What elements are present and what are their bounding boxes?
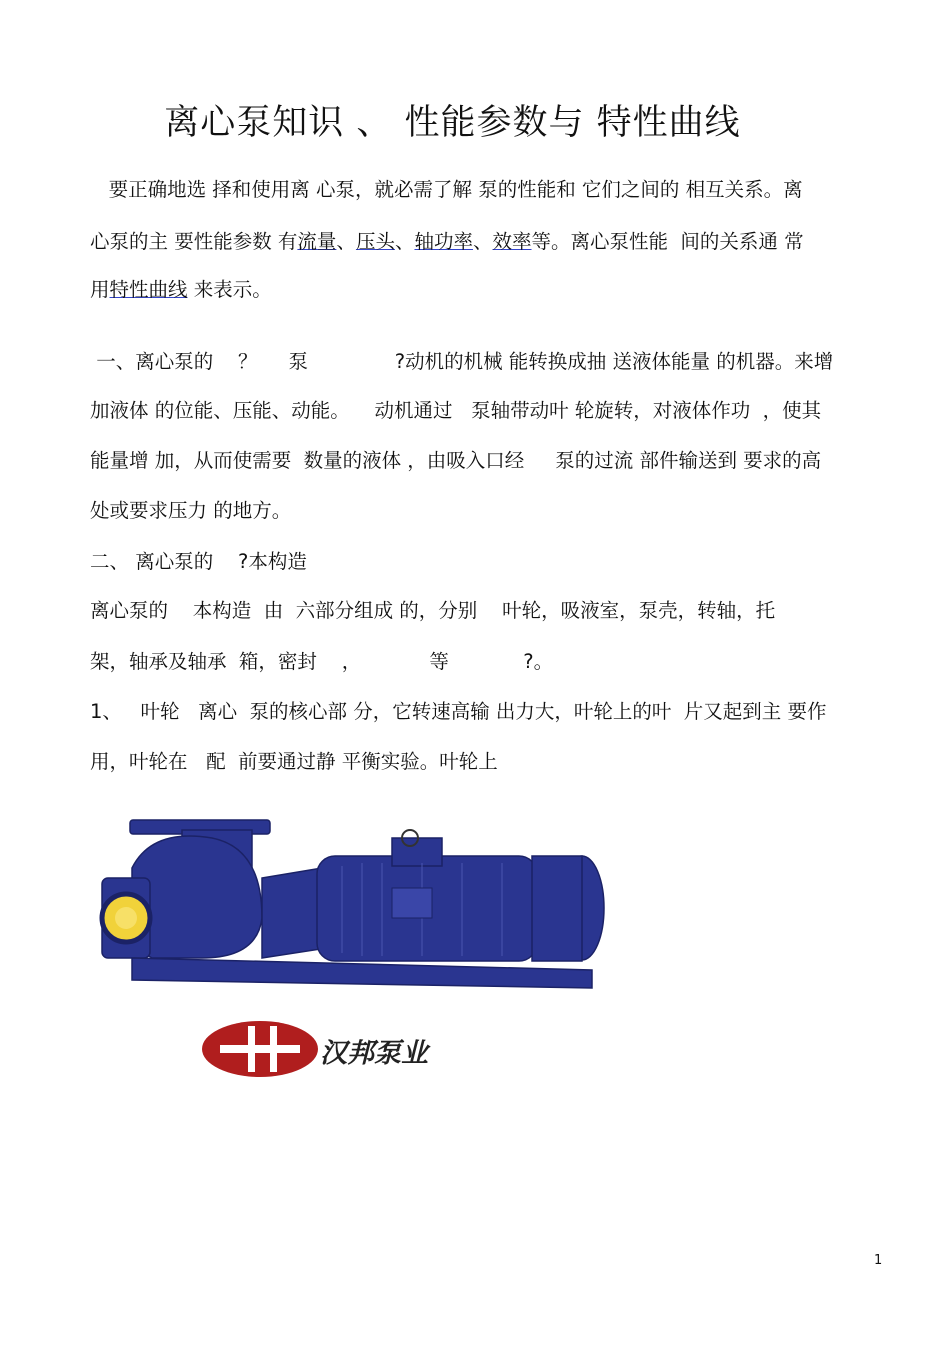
- item1-line1: 1、 叶轮 离心 泵的核心部 分，它转速高输 出力大，叶轮上的叶 片又起到主 要作: [90, 700, 827, 723]
- separator: 、: [336, 230, 356, 253]
- para1-line2-post: 等。离心泵性能 间的关系通 常: [531, 230, 804, 253]
- para1-line2-pre: 心泵的主 要性能参数 有: [90, 230, 298, 253]
- hanbang-logo: [200, 1018, 540, 1080]
- section2-line2: 架，轴承及轴承 箱，密封 ， 等 ?。: [90, 650, 554, 673]
- para1-line3-pre: 用: [90, 278, 110, 301]
- logo-text: 汉邦泵业: [320, 1038, 428, 1069]
- section2-heading: 二、 离心泵的 ?本构造: [90, 550, 307, 573]
- flow-link[interactable]: 流量: [297, 230, 337, 253]
- separator: 、: [394, 230, 415, 253]
- para1-line1: 要正确地选 择和使用离 心泵，就必需了解 泵的性能和 它们之间的 相互关系。离: [90, 178, 803, 201]
- centrifugal-pump-image: [92, 808, 612, 998]
- document-title: 离心泵知识 、 性能参数与 特性曲线: [164, 103, 741, 143]
- section1-line2: 加液体 的位能、压能、动能。 动机通过 泵轴带动叶 轮旋转，对液体作功 ，使其: [90, 399, 822, 422]
- efficiency-link[interactable]: 效率: [492, 230, 532, 253]
- section1-line3: 能量增 加，从而使需要 数量的液体 ，由吸入口经 泵的过流 部件输送到 要求的高: [90, 449, 822, 472]
- section1-line4: 处或要求压力 的地方。: [90, 499, 292, 522]
- item1-line2: 用，叶轮在 配 前要通过静 平衡实验。叶轮上: [90, 750, 498, 773]
- para1-line3: [90, 276, 272, 304]
- section1-line1: 一、离心泵的 ？ 泵 ?动机的机械 能转换成抽 送液体能量 的机器。来增: [90, 350, 834, 373]
- characteristic-curve-link[interactable]: 特性曲线: [109, 278, 188, 301]
- page-number: 1: [874, 1253, 883, 1268]
- shaft-power-link[interactable]: 轴功率: [414, 230, 473, 253]
- separator: 、: [472, 230, 493, 253]
- para1-line3-post: 来表示。: [187, 278, 272, 301]
- head-link[interactable]: 压头: [355, 230, 395, 253]
- section2-line1: 离心泵的 本构造 由 六部分组成 的，分别 叶轮，吸液室，泵壳，转轴，托: [90, 599, 776, 622]
- para1-line2: [90, 228, 804, 256]
